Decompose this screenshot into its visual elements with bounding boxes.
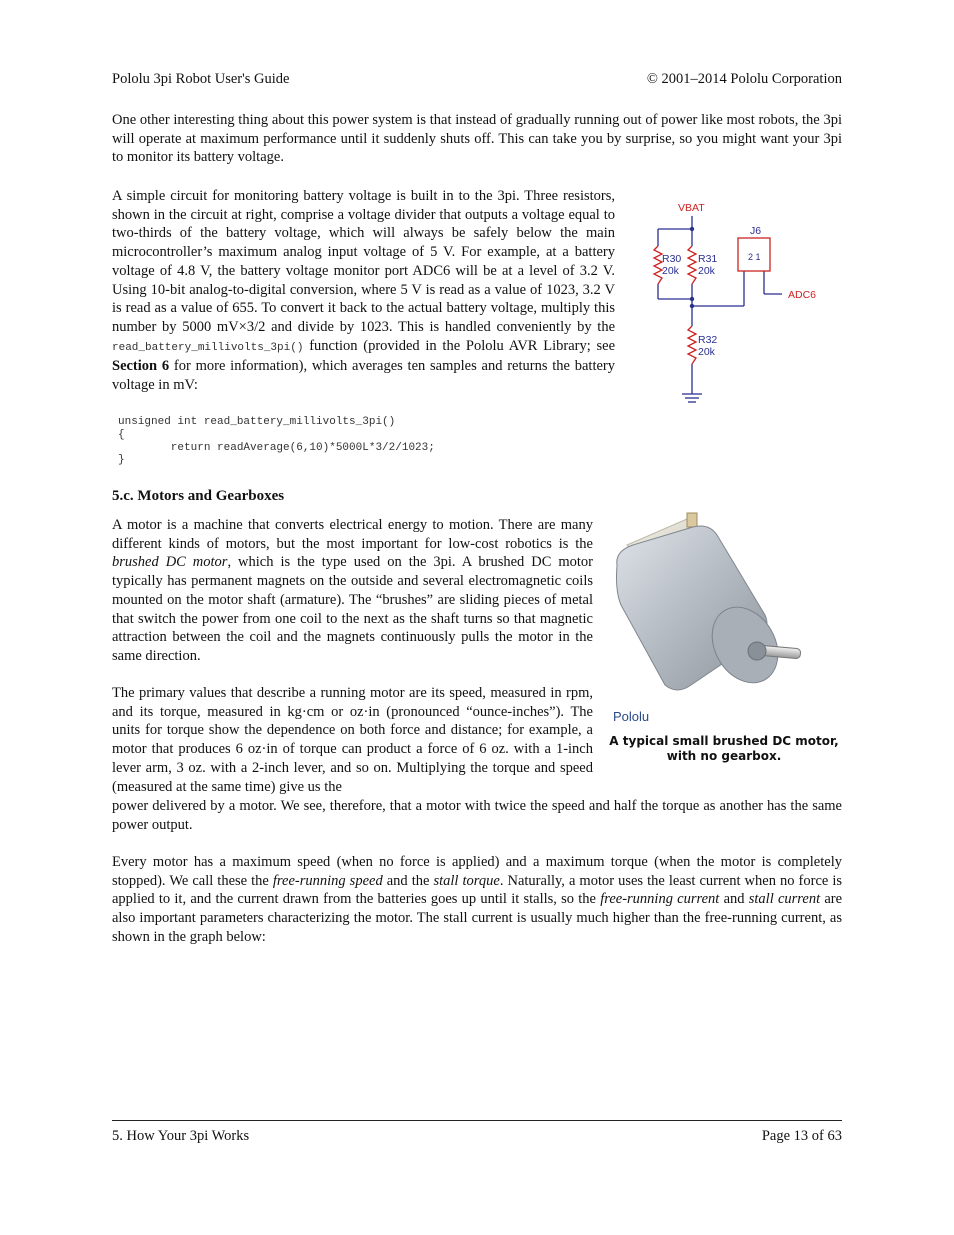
paragraph-text: are also important parameters characterizing the motor. The stall current is usually much higher than the free-running current, as shown in the graph below: — [112, 891, 843, 945]
label-r31: R31 — [698, 253, 718, 265]
paragraph-text: Every motor has a maximum speed (when no force is applied) and a maximum torque (when the motor is completely stopped). We call these the — [112, 854, 842, 889]
paragraph-battery-circuit — [112, 187, 615, 395]
pololu-brand-label: Pololu — [613, 709, 650, 724]
paragraph-text: . Naturally, a motor uses the least current when no force is applied to it, and the current drawn from the batteries goes up until it stalls, so the — [112, 872, 843, 908]
footer-page-number: Page 13 of 63 — [761, 1128, 842, 1144]
emphasis-brushed-dc-motor: brushed DC motor — [112, 554, 228, 571]
paragraph-motor-intro — [112, 516, 593, 666]
label-adc6: ADC6 — [788, 289, 817, 301]
voltage-divider-schematic — [640, 196, 840, 414]
paragraph-speed-torque: The primary values that describe a running motor are its speed, measured in rpm, and its torque, measured in kg·cm or oz·in (pronounced “ounce-inches”). The units for torque show the dependence on both force and distance; for example, a motor that produces 6 oz·in of torque can product a force of 6 oz. with a 1-inch lever arm, 3 oz. with a 2-inch lever, and so on. Multiplying the torque and speed (measured at the same time) give us the — [112, 685, 593, 795]
page-footer — [112, 1128, 842, 1145]
paragraph-max-speed-torque — [112, 853, 842, 947]
motor-photo-caption: A typical small brushed DC motor, with no gearbox. — [609, 734, 839, 763]
label-r30: R30 — [662, 253, 682, 265]
emphasis-stall-current: stall current — [748, 891, 821, 908]
paragraph-text: and — [723, 891, 745, 908]
motor-photo — [607, 505, 841, 727]
label-r32-value: 20k — [698, 346, 715, 358]
label-r31-value: 20k — [698, 265, 715, 277]
label-j6-pins: 2 1 — [748, 252, 761, 262]
label-r32: R32 — [698, 334, 718, 346]
footer-chapter: 5. How Your 3pi Works — [112, 1128, 250, 1144]
label-r30-value: 20k — [662, 265, 679, 277]
footer-divider — [112, 1120, 842, 1121]
section-heading: 5.c. Motors and Gearboxes — [112, 488, 285, 504]
header-title: Pololu 3pi Robot User's Guide — [112, 71, 290, 87]
paragraph-text: for more information), which averages ten samples and returns the battery voltage in mV: — [112, 358, 616, 394]
label-j6: J6 — [750, 225, 762, 237]
inline-code-function: read_battery_millivolts_3pi() — [112, 341, 304, 354]
label-vbat: VBAT — [678, 202, 705, 214]
emphasis-free-running-speed: free-running speed — [272, 872, 383, 889]
paragraph-text: A simple circuit for monitoring battery voltage is built in to the 3pi. Three resistors, shown in the circuit at right, comprise a voltage divider that outputs a voltage equal to two-thirds of the battery voltage, which will always be safely below the main microcontroller’s maximum analog input voltage of 5 V. For example, at a battery voltage of 4.8 V, the battery voltage monitor port ADC6 will be at a level of 3.2 V. Using 10-bit analog-to-digital conversion, where 5 V is read as a value of 1023, 3.2 V is read as a value of 655. To convert it back to the actual battery voltage, multiply this number by 5000 mV×3/2 and divide by 1023. This is handled conveniently by the — [112, 188, 615, 335]
code-block: unsigned int read_battery_millivolts_3pi() { return readAverage(6,10)*5000L*3/2/1023; } — [118, 416, 435, 467]
section-6-link[interactable]: Section 6 — [112, 358, 170, 375]
paragraph-speed-torque-cont: power delivered by a motor. We see, therefore, that a motor with twice the speed and half the torque as another has the same power output. — [112, 798, 842, 833]
paragraph-power-system: One other interesting thing about this power system is that instead of gradually running out of power like most robots, the 3pi will operate at maximum performance until it suddenly shuts off. This can take you by surprise, so you might want your 3pi to monitor its battery voltage. — [112, 112, 842, 166]
paragraph-text: and the — [386, 872, 430, 889]
page-header — [112, 71, 842, 88]
header-copyright: © 2001–2014 Pololu Corporation — [646, 71, 842, 87]
paragraph-text: , which is the type used on the 3pi. A brushed DC motor typically has permanent magnets on the outside and several electromagnetic coils mounted on the motor shaft (armature). The “brushes” are sliding pieces of metal that switch the power from one coil to the next as the shaft turns so that magnetic attraction between the coil and the magnets continuously pulls the motor in the same direction. — [112, 554, 593, 664]
paragraph-text: A motor is a machine that converts electrical energy to motion. There are many different kinds of motors, but the most important for low-cost robotics is the — [112, 517, 593, 552]
emphasis-stall-torque: stall torque — [433, 872, 500, 889]
paragraph-text: function (provided in the Pololu AVR Library; see — [309, 337, 616, 354]
emphasis-free-running-current: free-running current — [600, 891, 720, 908]
